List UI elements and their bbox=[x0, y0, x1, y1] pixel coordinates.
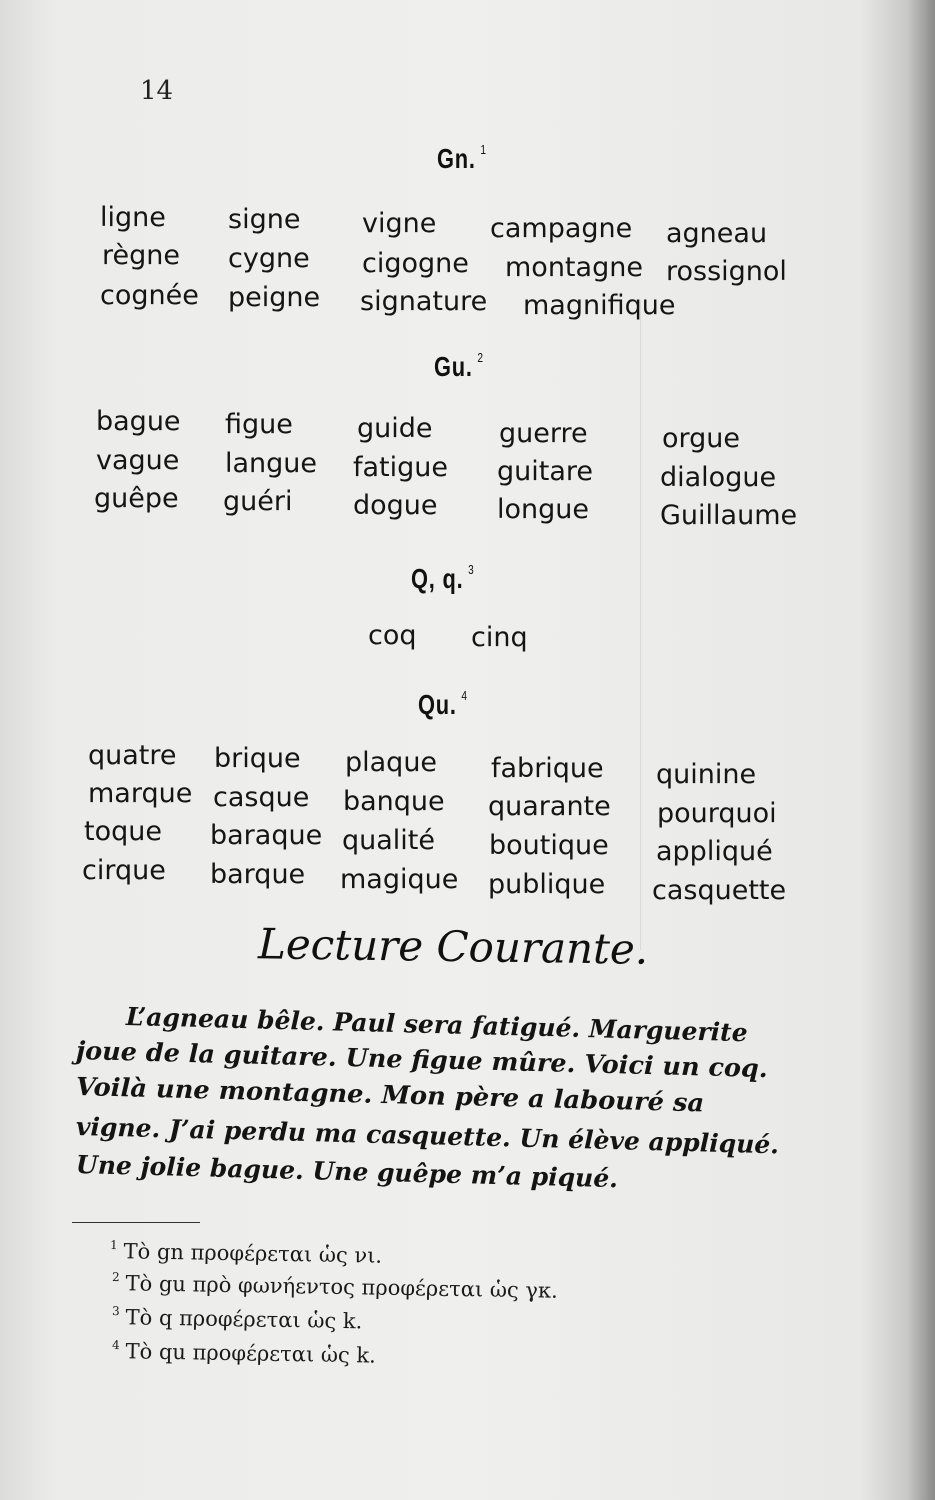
word: vague bbox=[96, 445, 180, 476]
heading-qu-title: Qu. bbox=[418, 689, 457, 720]
word: Guillaume bbox=[660, 500, 798, 531]
footnote-2 bbox=[112, 1270, 558, 1303]
heading-gu bbox=[434, 350, 484, 383]
word: langue bbox=[225, 448, 318, 479]
word: agneau bbox=[666, 218, 768, 249]
reading-line: joue de la guitare. Une figue mûre. Voici un coq. bbox=[75, 1036, 769, 1084]
word: bague bbox=[96, 406, 181, 437]
word: orgue bbox=[662, 423, 741, 454]
word: montagne bbox=[505, 252, 643, 283]
word: publique bbox=[488, 869, 606, 900]
footnote-4 bbox=[112, 1338, 376, 1368]
bleed-through-line bbox=[640, 300, 641, 950]
page-number: 14 bbox=[140, 76, 174, 106]
word: quarante bbox=[488, 791, 611, 822]
word: magique bbox=[340, 864, 459, 895]
word: cognée bbox=[100, 280, 199, 311]
reading-line: L’agneau bêle. Paul sera fatigué. Marguerite bbox=[125, 1002, 748, 1048]
word: casque bbox=[213, 782, 310, 813]
word: cinq bbox=[471, 622, 528, 653]
word: magnifique bbox=[523, 290, 676, 321]
word: fabrique bbox=[491, 753, 604, 784]
heading-gu-note: 2 bbox=[477, 350, 484, 365]
word: cigogne bbox=[362, 248, 469, 279]
footnote-text: Τὸ gu πρὸ φωνήεντος προφέρεται ὡς γκ. bbox=[125, 1271, 558, 1303]
word: fatigue bbox=[353, 452, 449, 483]
word: guéri bbox=[223, 486, 293, 517]
footnote-1 bbox=[110, 1238, 383, 1268]
footnote-number: 2 bbox=[111, 1270, 120, 1285]
word: campagne bbox=[490, 213, 633, 244]
word: brique bbox=[214, 743, 301, 774]
footnote-3 bbox=[112, 1304, 363, 1333]
word: plaque bbox=[345, 747, 438, 778]
word: cirque bbox=[82, 855, 166, 886]
word: guerre bbox=[499, 418, 588, 449]
word: quinine bbox=[656, 759, 757, 790]
word: dogue bbox=[353, 490, 438, 521]
word: casquette bbox=[652, 875, 787, 906]
word: boutique bbox=[489, 830, 609, 861]
heading-gn bbox=[437, 142, 487, 175]
footnote-number: 4 bbox=[111, 1338, 120, 1353]
word: marque bbox=[88, 778, 193, 809]
word: figue bbox=[225, 409, 293, 440]
word: signature bbox=[360, 286, 488, 317]
word: signe bbox=[228, 204, 301, 235]
word: toque bbox=[84, 816, 162, 847]
footnote-number: 3 bbox=[111, 1304, 120, 1319]
heading-q bbox=[411, 562, 475, 595]
footnote-text: Τὸ q προφέρεται ὡς k. bbox=[125, 1305, 363, 1334]
footnote-divider bbox=[72, 1222, 200, 1223]
word: quatre bbox=[88, 740, 177, 771]
reading-line: Une jolie bague. Une guêpe m’a piqué. bbox=[75, 1150, 619, 1194]
word: dialogue bbox=[660, 462, 777, 493]
word: qualité bbox=[342, 825, 435, 856]
reading-line: Voilà une montagne. Mon père a labouré sa bbox=[75, 1072, 705, 1118]
word: guide bbox=[357, 413, 433, 444]
word: guitare bbox=[497, 456, 594, 487]
word: appliqué bbox=[656, 836, 773, 867]
word: guêpe bbox=[94, 483, 179, 514]
word: rossignol bbox=[666, 256, 787, 287]
word: pourquoi bbox=[657, 798, 777, 829]
heading-q-note: 3 bbox=[468, 562, 475, 577]
heading-gn-title: Gn. bbox=[437, 143, 476, 174]
reading-line: vigne. J’ai perdu ma casquette. Un élève appliqué. bbox=[75, 1112, 780, 1160]
word: baraque bbox=[210, 820, 323, 851]
heading-gn-note: 1 bbox=[480, 142, 487, 157]
heading-gu-title: Gu. bbox=[434, 351, 473, 382]
reading-title: Lecture Courante. bbox=[257, 919, 649, 974]
word: peigne bbox=[228, 282, 321, 313]
word: longue bbox=[497, 494, 589, 525]
word: ligne bbox=[100, 202, 166, 233]
heading-qu-note: 4 bbox=[461, 688, 468, 703]
footnote-number: 1 bbox=[109, 1238, 118, 1253]
word: barque bbox=[210, 859, 306, 890]
word: cygne bbox=[228, 243, 310, 274]
footnote-text: Τὸ gn προφέρεται ὡς νι. bbox=[123, 1239, 383, 1268]
heading-q-title: Q, q. bbox=[411, 563, 464, 594]
word: banque bbox=[343, 786, 445, 817]
word: règne bbox=[102, 240, 180, 271]
heading-qu bbox=[418, 688, 468, 721]
footnote-text: Τὸ qu προφέρεται ὡς k. bbox=[125, 1339, 377, 1368]
word: vigne bbox=[362, 208, 437, 239]
word: coq bbox=[368, 620, 417, 651]
